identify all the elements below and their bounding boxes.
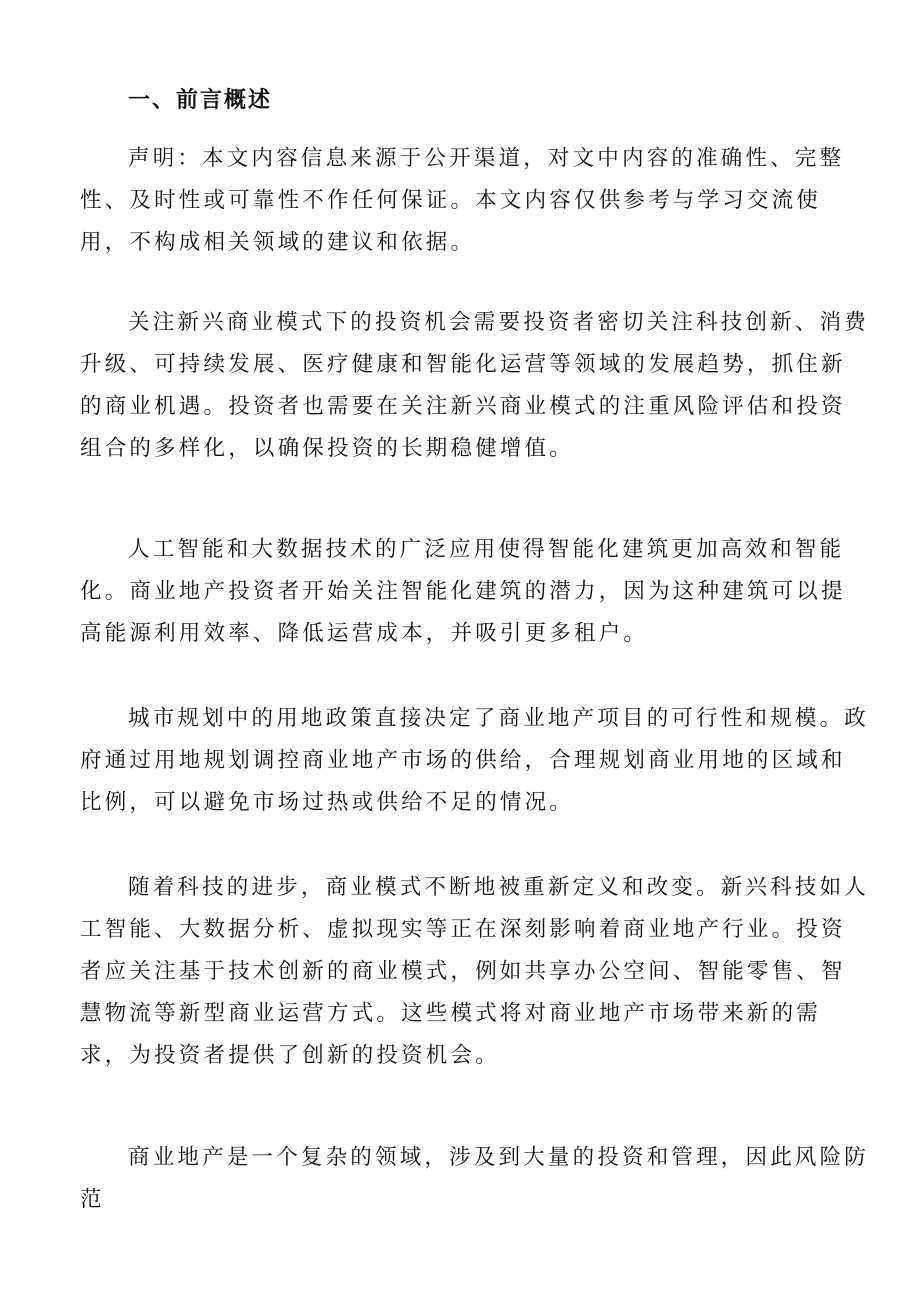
paragraph: 人工智能和大数据技术的广泛应用使得智能化建筑更加高效和智能化。商业地产投资者开始关注智能化建筑的潜力，因为这种建筑可以提高能源利用效率、降低运营成本，并吸引更多租户。 — [80, 537, 846, 646]
paragraph: 随着科技的进步，商业模式不断地被重新定义和改变。新兴科技如人工智能、大数据分析、虚拟现实等正在深刻影响着商业地产行业。投资者应关注基于技术创新的商业模式，例如共享办公空间、智能零售、智慧物流等新型商业运营方式。这些模式将对商业地产市场带来新的需求，为投资者提供了创新的投资机会。 — [80, 875, 870, 1068]
paragraph-disclaimer: 声明：本文内容信息来源于公开渠道，对文中内容的准确性、完整性、及时性或可靠性不作任何保证。本文内容仅供参考与学习交流使用，不构成相关领域的建议和依据。 — [80, 146, 845, 255]
section-heading: 一、前言概述 — [128, 87, 273, 113]
paragraph: 商业地产是一个复杂的领域，涉及到大量的投资和管理，因此风险防范 — [80, 1145, 870, 1212]
paragraph: 城市规划中的用地政策直接决定了商业地产项目的可行性和规模。政府通过用地规划调控商业地产市场的供给，合理规划商业用地的区域和比例，可以避免市场过热或供给不足的情况。 — [80, 706, 870, 815]
paragraph: 关注新兴商业模式下的投资机会需要投资者密切关注科技创新、消费升级、可持续发展、医疗健康和智能化运营等领域的发展趋势，抓住新的商业机遇。投资者也需要在关注新兴商业模式的注重风险评估和投资组合的多样化，以确保投资的长期稳健增值。 — [80, 310, 870, 461]
